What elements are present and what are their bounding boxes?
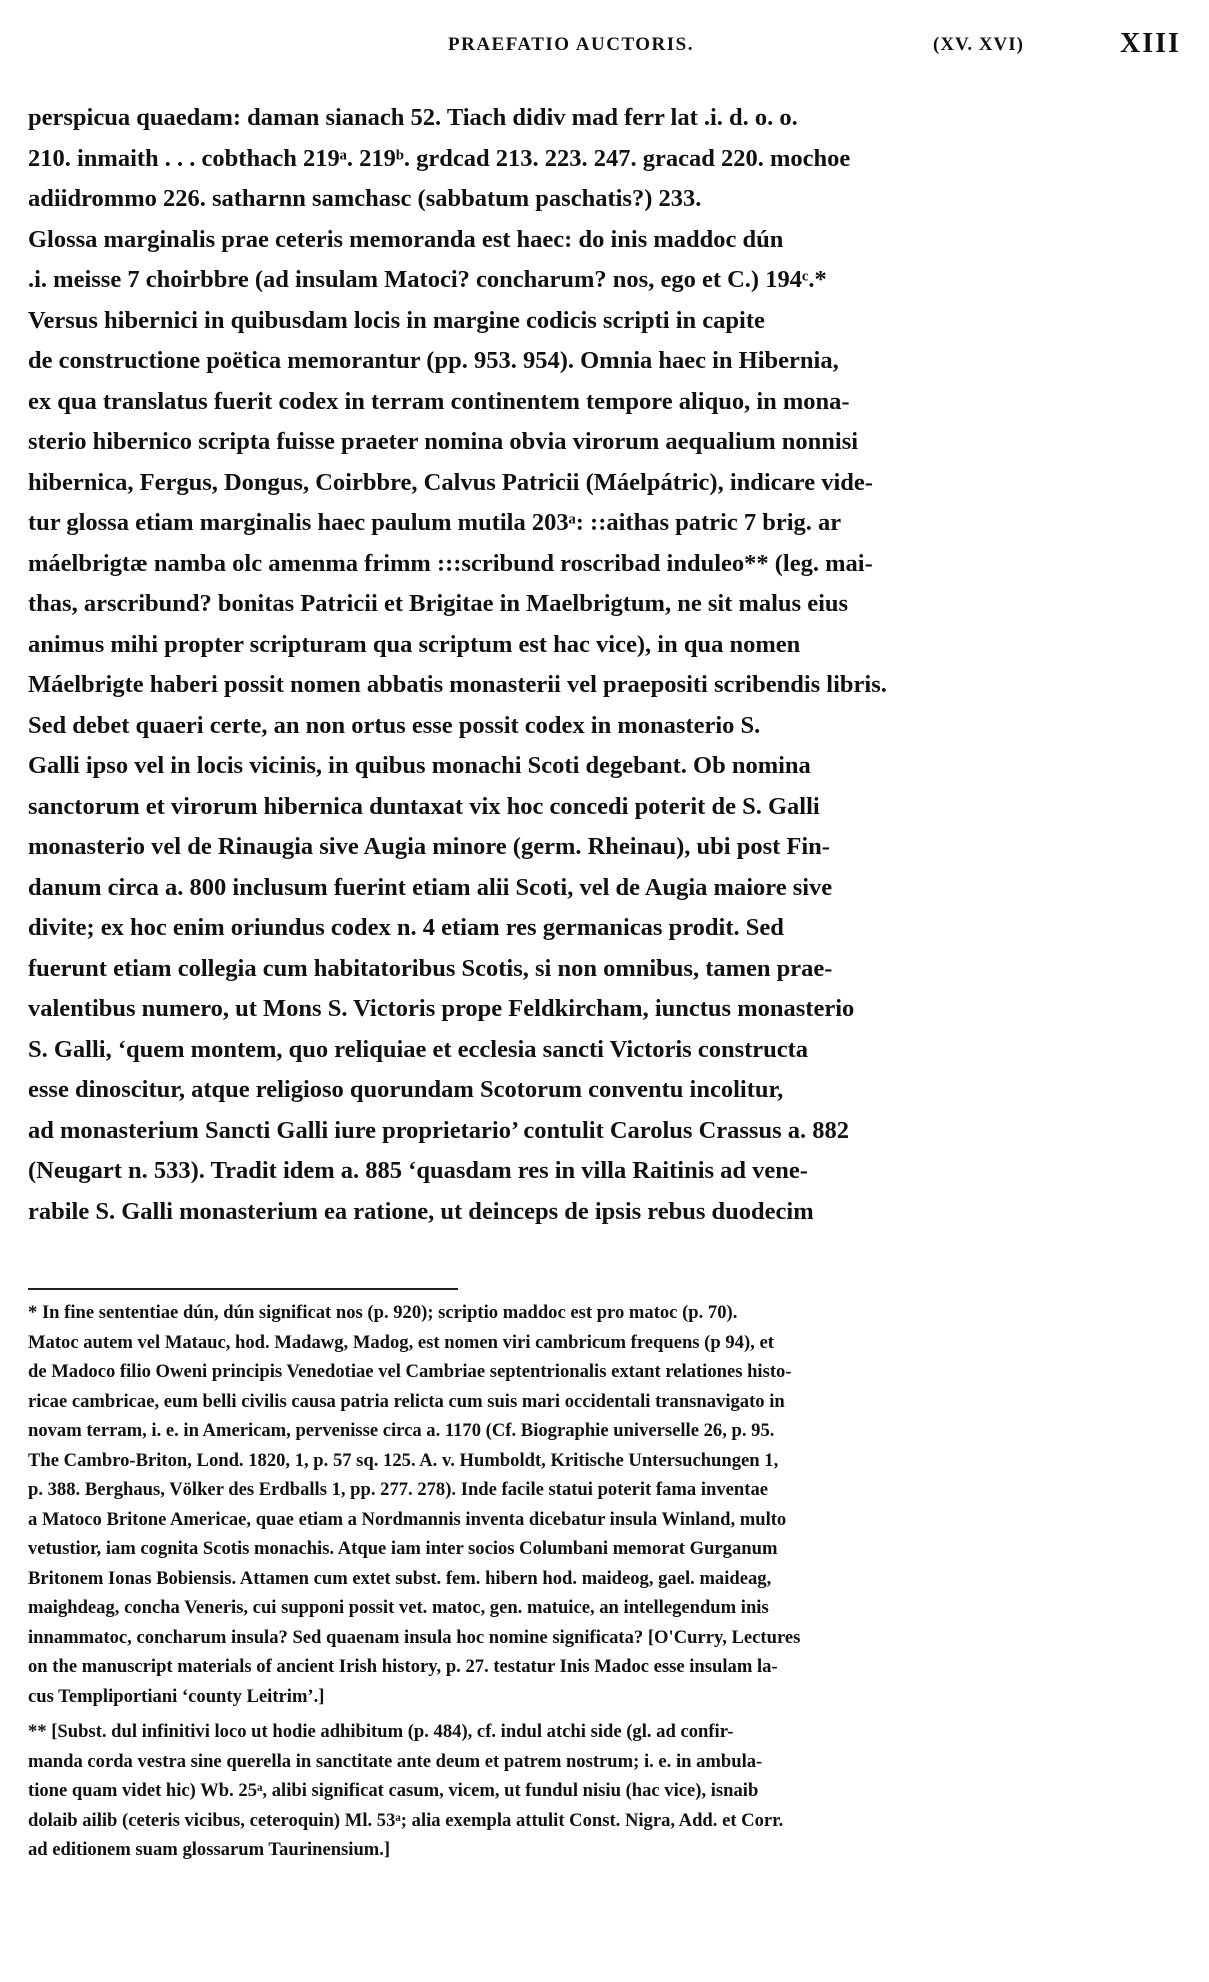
footnote-line: innammatoc, concharum insula? Sed quaenam insula hoc nomine significata? [O'Curry, Lectures	[28, 1626, 801, 1648]
footnote-line: dolaib ailib (ceteris vicibus, ceteroquin) Ml. 53ᵃ; alia exempla attulit Const. Nigra, Add. et Corr.	[28, 1809, 784, 1831]
text-line: sanctorum et virorum hibernica duntaxat vix hoc concedi poterit de S. Galli	[28, 792, 820, 820]
text-line: animus mihi propter scripturam qua scriptum est hac vice), in qua nomen	[28, 630, 801, 658]
text-line: S. Galli, ‘quem montem, quo reliquiae et ecclesia sancti Victoris constructa	[28, 1035, 809, 1063]
footnote-line: Matoc autem vel Matauc, hod. Madawg, Madog, est nomen viri cambricum frequens (p 94), et	[28, 1331, 774, 1353]
footnote-line: de Madoco filio Oweni principis Venedotiae vel Cambriae septentrionalis extant relationes histo-	[28, 1361, 792, 1382]
footnote-line: * In fine sententiae dún, dún significat nos (p. 920); scriptio maddoc est pro matoc (p. 70).	[28, 1302, 738, 1323]
text-line: (Neugart n. 533). Tradit idem a. 885 ‘quasdam res in villa Raitinis ad vene-	[28, 1157, 808, 1184]
footnote-line: vetustior, iam cognita Scotis monachis. Atque iam inter socios Columbani memorat Gurganum	[28, 1538, 778, 1559]
text-line: perspicua quaedam: daman sianach 52. Tiach didiv mad ferr lat .i. d. o. o.	[28, 104, 798, 131]
text-line: Máelbrigte haberi possit nomen abbatis monasterii vel praepositi scribendis libris.	[28, 671, 887, 698]
footnote-line: The Cambro-Briton, Lond. 1820, 1, p. 57 sq. 125. A. v. Humboldt, Kritische Untersuchungen 1,	[28, 1449, 779, 1471]
footnote-separator-rule	[28, 1288, 458, 1290]
text-line: 210. inmaith . . . cobthach 219ᵃ. 219ᵇ. grdcad 213. 223. 247. gracad 220. mochoe	[28, 144, 851, 172]
text-line: .i. meisse 7 choirbbre (ad insulam Matoci? concharum? nos, ego et C.) 194ᶜ.*	[28, 266, 827, 293]
text-line: hibernica, Fergus, Dongus, Coirbbre, Calvus Patricii (Máelpátric), indicare vide-	[28, 468, 873, 496]
footnotes	[28, 1298, 1178, 1865]
text-line: thas, arscribund? bonitas Patricii et Brigitae in Maelbrigtum, ne sit malus eius	[28, 590, 849, 617]
footnote-line: Britonem Ionas Bobiensis. Attamen cum extet subst. fem. hibern hod. maideog, gael. maideag,	[28, 1567, 772, 1589]
text-line: de constructione poëtica memorantur (pp. 953. 954). Omnia haec in Hibernia,	[28, 347, 839, 374]
footnote-line: a Matoco Britone Americae, quae etiam a Nordmannis inventa dicebatur insula Winland, multo	[28, 1508, 787, 1530]
text-line: máelbrigtæ namba olc amenma frimm :::scribund roscribad induleo** (leg. mai-	[28, 549, 873, 577]
page-header	[28, 26, 1181, 66]
text-line: ex qua translatus fuerit codex in terram continentem tempore aliquo, in mona-	[28, 387, 850, 415]
footnote-line: maighdeag, concha Veneris, cui supponi possit vet. matoc, gen. matuice, an intellegendum inis	[28, 1597, 769, 1618]
text-line: ad monasterium Sancti Galli iure proprietario’ contulit Carolus Crassus a. 882	[28, 1116, 849, 1144]
text-line: valentibus numero, ut Mons S. Victoris prope Feldkircham, iunctus monasterio	[28, 995, 855, 1022]
text-line: sterio hibernico scripta fuisse praeter nomina obvia virorum aequalium nonnisi	[28, 428, 859, 455]
text-line: Sed debet quaeri certe, an non ortus esse possit codex in monasterio S.	[28, 711, 761, 739]
text-line: adiidrommo 226. satharnn samchasc (sabbatum paschatis?) 233.	[28, 185, 702, 212]
footnote-line: cus Templiportiani ‘county Leitrim’.]	[28, 1685, 325, 1707]
section-reference: (XV. XVI)	[933, 34, 1024, 55]
text-line: Versus hibernici in quibusdam locis in margine codicis scripti in capite	[28, 306, 765, 334]
text-line: danum circa a. 800 inclusum fuerint etiam alii Scoti, vel de Augia maiore sive	[28, 873, 833, 901]
text-line: monasterio vel de Rinaugia sive Augia minore (germ. Rheinau), ubi post Fin-	[28, 833, 830, 860]
footnote-line: p. 388. Berghaus, Völker des Erdballs 1, pp. 277. 278). Inde facile statui poterit fama inventae	[28, 1479, 768, 1500]
text-line: Galli ipso vel in locis vicinis, in quibus monachi Scoti degebant. Ob nomina	[28, 752, 811, 779]
text-line: fuerunt etiam collegia cum habitatoribus Scotis, si non omnibus, tamen prae-	[28, 954, 833, 982]
text-line: rabile S. Galli monasterium ea ratione, ut deinceps de ipsis rebus duodecim	[28, 1197, 814, 1225]
footnote-line: ricae cambricae, eum belli civilis causa patria relicta cum suis mari occidentali transnavigato in	[28, 1390, 785, 1412]
footnote-line: tione quam videt hic) Wb. 25ᵃ, alibi significat casum, vicem, ut fundul nisiu (hac vice), isnaib	[28, 1780, 759, 1801]
footnote-1	[28, 1298, 1178, 1711]
running-head: PRAEFATIO AUCTORIS.	[448, 34, 694, 55]
footnote-2	[28, 1717, 1178, 1865]
text-line: tur glossa etiam marginalis haec paulum mutila 203ᵃ: ::aithas patric 7 brig. ar	[28, 509, 842, 536]
text-line: Glossa marginalis prae ceteris memoranda est haec: do inis maddoc dún	[28, 225, 784, 253]
footnote-line: manda corda vestra sine querella in sanctitate ante deum et patrem nostrum; i. e. in ambula-	[28, 1750, 763, 1772]
page-number: XIII	[1120, 28, 1181, 59]
footnote-line: ** [Subst. dul infinitivi loco ut hodie adhibitum (p. 484), cf. indul atchi side (gl. ad confir-	[28, 1721, 734, 1742]
main-text	[28, 98, 1178, 1232]
text-line: esse dinoscitur, atque religioso quorundam Scotorum conventu incolitur,	[28, 1076, 784, 1103]
footnote-line: on the manuscript materials of ancient Irish history, p. 27. testatur Inis Madoc esse insulam la-	[28, 1656, 778, 1677]
text-line: divite; ex hoc enim oriundus codex n. 4 etiam res germanicas prodit. Sed	[28, 914, 784, 941]
footnote-line: ad editionem suam glossarum Taurinensium.]	[28, 1839, 391, 1860]
footnote-line: novam terram, i. e. in Americam, pervenisse circa a. 1170 (Cf. Biographie universelle 26, p. 95.	[28, 1420, 775, 1441]
